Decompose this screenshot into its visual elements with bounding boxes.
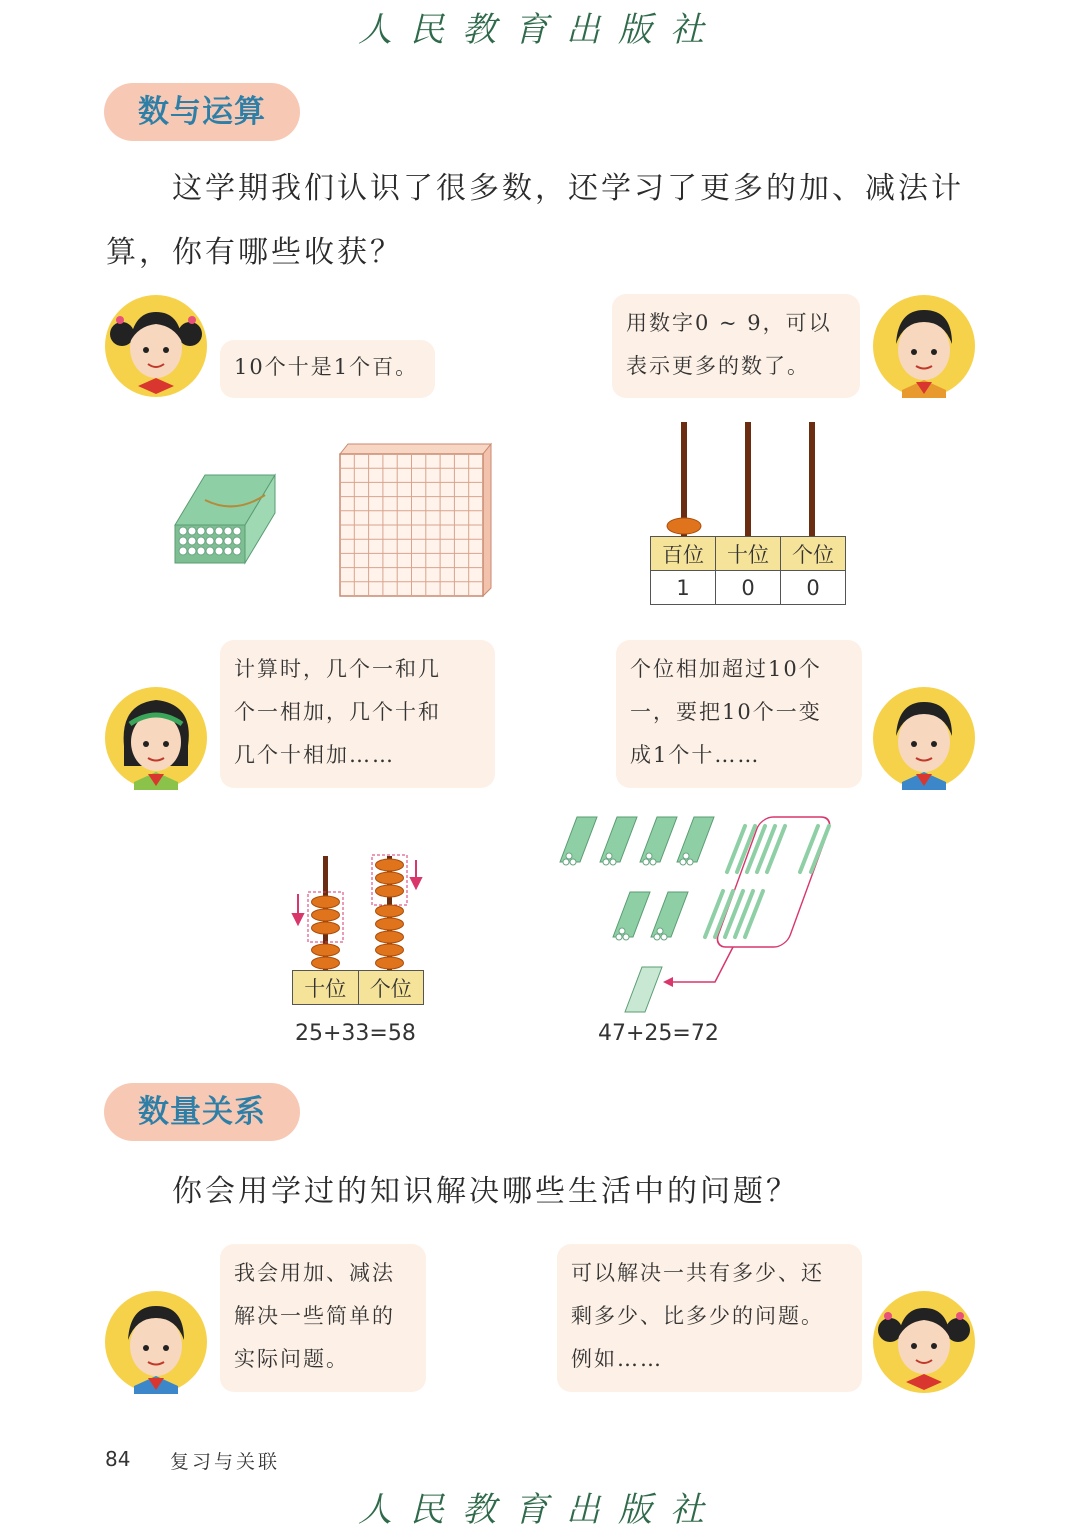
abacus-rods-hundred <box>650 420 846 538</box>
place-value-table-hundred <box>650 536 846 605</box>
girl-avatar-2 <box>104 686 208 790</box>
bubble-line: 我会用加、减法 <box>234 1261 395 1285</box>
bubble-line: 剩多少、比多少的问题。 <box>571 1304 824 1328</box>
speech-bubble-3 <box>220 640 495 788</box>
speech-bubble-6 <box>557 1244 862 1392</box>
abacus-rods-addition <box>290 852 424 972</box>
equation-abacus: 25+33=58 <box>295 1021 416 1046</box>
stick-bundles-hundred-illustration <box>165 465 285 570</box>
intro-paragraph-line1: 这学期我们认识了很多数，还学习了更多的加、减法计 <box>172 171 964 206</box>
section2-question: 你会用学过的知识解决哪些生活中的问题？ <box>172 1174 799 1209</box>
boy-avatar-2 <box>872 686 976 790</box>
abacus-bead <box>667 518 701 534</box>
intro-paragraph-line2: 算，你有哪些收获？ <box>106 235 403 270</box>
bubble-line: 个位相加超过10个 <box>630 657 822 681</box>
place-value-table-addition <box>292 970 424 1005</box>
header-tens: 十位 <box>716 537 781 571</box>
bubble-line: 用数字0 ~ 9，可以 <box>626 311 832 335</box>
section-label-quantity-relations: 数量关系 <box>104 1083 300 1141</box>
speech-bubble-5 <box>220 1244 426 1392</box>
publisher-logo-top: 人民教育出版社 <box>358 10 722 50</box>
publisher-logo-bottom: 人民教育出版社 <box>358 1490 722 1530</box>
value-hundreds: 1 <box>651 571 716 605</box>
boy-avatar-3 <box>104 1290 208 1394</box>
footer-chapter-title: 复习与关联 <box>170 1451 281 1473</box>
section-label-number-operations: 数与运算 <box>104 83 300 141</box>
bubble-line: 可以解决一共有多少、还 <box>571 1261 824 1285</box>
bubble-line: 表示更多的数了。 <box>626 354 810 378</box>
bubble-line: 几个十相加…… <box>234 743 395 767</box>
bubble-line: 计算时，几个一和几 <box>234 657 441 681</box>
bubble-line: 10个十是1个百。 <box>234 355 419 379</box>
bubble-line: 例如…… <box>571 1347 663 1371</box>
hundred-square-grid <box>338 442 493 598</box>
girl-avatar-1 <box>104 294 208 398</box>
bubble-line: 解决一些简单的 <box>234 1304 395 1328</box>
page-number: 84 <box>105 1447 131 1471</box>
boy-avatar-1 <box>872 294 976 398</box>
value-ones: 0 <box>781 571 846 605</box>
bubble-line: 一，要把10个一变 <box>630 700 822 724</box>
speech-bubble-2 <box>612 294 860 398</box>
bubble-line: 实际问题。 <box>234 1347 349 1371</box>
header-tens: 十位 <box>293 971 359 1005</box>
bubble-line: 个一相加，几个十和 <box>234 700 441 724</box>
header-hundreds: 百位 <box>651 537 716 571</box>
equation-sticks: 47+25=72 <box>598 1021 719 1046</box>
girl-avatar-3 <box>872 1290 976 1394</box>
bubble-line: 成1个十…… <box>630 743 761 767</box>
header-ones: 个位 <box>358 971 424 1005</box>
speech-bubble-4 <box>616 640 862 788</box>
sticks-regrouping-illustration <box>555 812 840 1017</box>
header-ones: 个位 <box>781 537 846 571</box>
value-tens: 0 <box>716 571 781 605</box>
speech-bubble-1 <box>220 340 435 398</box>
